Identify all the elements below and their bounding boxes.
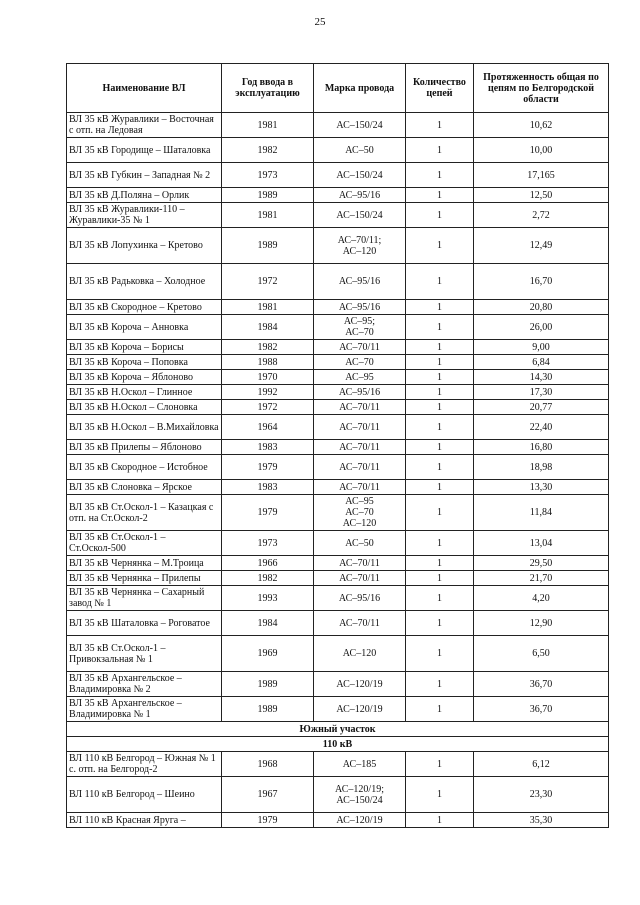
cell-name: ВЛ 110 кВ Красная Яруга – xyxy=(67,813,222,828)
cell-circuits: 1 xyxy=(406,777,474,813)
cell-wire: АС–70/11 xyxy=(314,340,406,355)
cell-wire: АС–95 АС–70 АС–120 xyxy=(314,495,406,531)
page-number: 25 xyxy=(314,16,326,28)
table-row xyxy=(67,531,609,556)
cell-wire: АС–70/11; АС–120 xyxy=(314,228,406,264)
cell-year: 1966 xyxy=(222,556,314,571)
cell-length: 13,30 xyxy=(474,480,609,495)
cell-wire: АС–150/24 xyxy=(314,163,406,188)
cell-length: 22,40 xyxy=(474,415,609,440)
cell-circuits: 1 xyxy=(406,556,474,571)
cell-name: ВЛ 35 кВ Короча – Анновка xyxy=(67,315,222,340)
table-row xyxy=(67,636,609,672)
cell-circuits: 1 xyxy=(406,385,474,400)
cell-name: ВЛ 35 кВ Шаталовка – Роговатое xyxy=(67,611,222,636)
cell-length: 6,84 xyxy=(474,355,609,370)
cell-length: 10,62 xyxy=(474,113,609,138)
cell-length: 17,165 xyxy=(474,163,609,188)
cell-circuits: 1 xyxy=(406,203,474,228)
cell-name: ВЛ 35 кВ Короча – Яблоново xyxy=(67,370,222,385)
cell-circuits: 1 xyxy=(406,300,474,315)
header-circuits: Количество цепей xyxy=(406,64,474,113)
cell-length: 20,77 xyxy=(474,400,609,415)
cell-year: 1979 xyxy=(222,455,314,480)
cell-wire: АС–150/24 xyxy=(314,113,406,138)
cell-length: 17,30 xyxy=(474,385,609,400)
cell-name: ВЛ 35 кВ Архангельское – Владимировка № 2 xyxy=(67,672,222,697)
cell-year: 1969 xyxy=(222,636,314,672)
subsection-row xyxy=(67,737,609,752)
cell-wire: АС–150/24 xyxy=(314,203,406,228)
cell-year: 1973 xyxy=(222,163,314,188)
cell-wire: АС–95/16 xyxy=(314,586,406,611)
cell-year: 1982 xyxy=(222,138,314,163)
table-row xyxy=(67,697,609,722)
cell-year: 1983 xyxy=(222,480,314,495)
table-row xyxy=(67,415,609,440)
cell-year: 1981 xyxy=(222,113,314,138)
cell-circuits: 1 xyxy=(406,415,474,440)
cell-wire: АС–120/19 xyxy=(314,672,406,697)
cell-circuits: 1 xyxy=(406,495,474,531)
table-row xyxy=(67,672,609,697)
cell-year: 1972 xyxy=(222,264,314,300)
cell-name: ВЛ 35 кВ Губкин – Западная № 2 xyxy=(67,163,222,188)
table-row xyxy=(67,188,609,203)
table-body-110kv xyxy=(67,752,609,828)
cell-wire: АС–120/19 xyxy=(314,813,406,828)
cell-wire: АС–70/11 xyxy=(314,556,406,571)
cell-length: 36,70 xyxy=(474,672,609,697)
cell-name: ВЛ 110 кВ Белгород – Южная № 1 с. отп. на Белгород-2 xyxy=(67,752,222,777)
table-row xyxy=(67,355,609,370)
cell-year: 1968 xyxy=(222,752,314,777)
cell-length: 6,12 xyxy=(474,752,609,777)
table-row xyxy=(67,400,609,415)
cell-name: ВЛ 35 кВ Чернянка – Сахарный завод № 1 xyxy=(67,586,222,611)
cell-length: 35,30 xyxy=(474,813,609,828)
cell-year: 1989 xyxy=(222,188,314,203)
cell-circuits: 1 xyxy=(406,531,474,556)
cell-circuits: 1 xyxy=(406,611,474,636)
table-header-row xyxy=(67,64,609,113)
cell-name: ВЛ 35 кВ Журавлики – Восточная с отп. на Ледовая xyxy=(67,113,222,138)
cell-length: 6,50 xyxy=(474,636,609,672)
cell-length: 9,00 xyxy=(474,340,609,355)
table-row xyxy=(67,385,609,400)
cell-year: 1981 xyxy=(222,300,314,315)
cell-year: 1989 xyxy=(222,697,314,722)
cell-circuits: 1 xyxy=(406,672,474,697)
cell-year: 1972 xyxy=(222,400,314,415)
cell-year: 1993 xyxy=(222,586,314,611)
cell-length: 16,80 xyxy=(474,440,609,455)
cell-length: 12,49 xyxy=(474,228,609,264)
cell-wire: АС–70/11 xyxy=(314,440,406,455)
cell-year: 1973 xyxy=(222,531,314,556)
cell-length: 11,84 xyxy=(474,495,609,531)
cell-name: ВЛ 35 кВ Журавлики-110 – Журавлики-35 № 1 xyxy=(67,203,222,228)
table-row xyxy=(67,340,609,355)
cell-wire: АС–185 xyxy=(314,752,406,777)
cell-circuits: 1 xyxy=(406,163,474,188)
cell-length: 23,30 xyxy=(474,777,609,813)
cell-wire: АС–95 xyxy=(314,370,406,385)
power-lines-table xyxy=(66,63,609,828)
header-wire: Марка провода xyxy=(314,64,406,113)
cell-circuits: 1 xyxy=(406,480,474,495)
cell-year: 1982 xyxy=(222,340,314,355)
cell-name: ВЛ 35 кВ Д.Поляна – Орлик xyxy=(67,188,222,203)
table-row xyxy=(67,203,609,228)
table-row xyxy=(67,163,609,188)
cell-length: 12,50 xyxy=(474,188,609,203)
table-row xyxy=(67,777,609,813)
cell-length: 12,90 xyxy=(474,611,609,636)
cell-name: ВЛ 110 кВ Белгород – Шеино xyxy=(67,777,222,813)
cell-name: ВЛ 35 кВ Чернянка – Прилепы xyxy=(67,571,222,586)
section-title: Южный участок xyxy=(67,722,609,737)
cell-length: 29,50 xyxy=(474,556,609,571)
cell-wire: АС–120/19 xyxy=(314,697,406,722)
cell-wire: АС–70/11 xyxy=(314,571,406,586)
cell-length: 18,98 xyxy=(474,455,609,480)
cell-name: ВЛ 35 кВ Короча – Борисы xyxy=(67,340,222,355)
cell-year: 1970 xyxy=(222,370,314,385)
cell-length: 36,70 xyxy=(474,697,609,722)
cell-length: 16,70 xyxy=(474,264,609,300)
cell-circuits: 1 xyxy=(406,813,474,828)
cell-name: ВЛ 35 кВ Короча – Поповка xyxy=(67,355,222,370)
cell-name: ВЛ 35 кВ Н.Оскол – Слоновка xyxy=(67,400,222,415)
header-year: Год ввода в эксплуатацию xyxy=(222,64,314,113)
table-row xyxy=(67,495,609,531)
cell-year: 1982 xyxy=(222,571,314,586)
cell-circuits: 1 xyxy=(406,455,474,480)
cell-length: 10,00 xyxy=(474,138,609,163)
cell-circuits: 1 xyxy=(406,340,474,355)
cell-length: 26,00 xyxy=(474,315,609,340)
cell-wire: АС–70/11 xyxy=(314,611,406,636)
table-row xyxy=(67,813,609,828)
cell-circuits: 1 xyxy=(406,571,474,586)
cell-year: 1981 xyxy=(222,203,314,228)
cell-name: ВЛ 35 кВ Скородное – Кретово xyxy=(67,300,222,315)
cell-circuits: 1 xyxy=(406,586,474,611)
cell-year: 1983 xyxy=(222,440,314,455)
cell-year: 1992 xyxy=(222,385,314,400)
cell-circuits: 1 xyxy=(406,440,474,455)
section-row xyxy=(67,722,609,737)
subsection-title: 110 кВ xyxy=(67,737,609,752)
cell-length: 14,30 xyxy=(474,370,609,385)
cell-name: ВЛ 35 кВ Городище – Шаталовка xyxy=(67,138,222,163)
cell-circuits: 1 xyxy=(406,636,474,672)
cell-wire: АС–70 xyxy=(314,355,406,370)
cell-year: 1984 xyxy=(222,315,314,340)
table-row xyxy=(67,556,609,571)
cell-year: 1988 xyxy=(222,355,314,370)
cell-wire: АС–50 xyxy=(314,138,406,163)
table-row xyxy=(67,300,609,315)
cell-wire: АС–120/19; АС–150/24 xyxy=(314,777,406,813)
cell-wire: АС–95; АС–70 xyxy=(314,315,406,340)
cell-wire: АС–95/16 xyxy=(314,264,406,300)
cell-wire: АС–95/16 xyxy=(314,385,406,400)
cell-year: 1964 xyxy=(222,415,314,440)
cell-length: 20,80 xyxy=(474,300,609,315)
cell-year: 1989 xyxy=(222,228,314,264)
table-row xyxy=(67,571,609,586)
cell-year: 1984 xyxy=(222,611,314,636)
cell-year: 1979 xyxy=(222,495,314,531)
table-row xyxy=(67,440,609,455)
cell-circuits: 1 xyxy=(406,315,474,340)
cell-name: ВЛ 35 кВ Ст.Оскол-1 – Казацкая с отп. на Ст.Оскол-2 xyxy=(67,495,222,531)
table-row xyxy=(67,611,609,636)
table-row xyxy=(67,138,609,163)
cell-circuits: 1 xyxy=(406,188,474,203)
cell-wire: АС–70/11 xyxy=(314,455,406,480)
cell-wire: АС–95/16 xyxy=(314,188,406,203)
cell-circuits: 1 xyxy=(406,697,474,722)
cell-name: ВЛ 35 кВ Скородное – Истобное xyxy=(67,455,222,480)
header-name: Наименование ВЛ xyxy=(67,64,222,113)
cell-year: 1967 xyxy=(222,777,314,813)
table-row xyxy=(67,455,609,480)
table-row xyxy=(67,113,609,138)
table-body-35kv xyxy=(67,113,609,722)
cell-circuits: 1 xyxy=(406,138,474,163)
cell-wire: АС–70/11 xyxy=(314,400,406,415)
cell-name: ВЛ 35 кВ Лопухинка – Кретово xyxy=(67,228,222,264)
cell-wire: АС–50 xyxy=(314,531,406,556)
cell-circuits: 1 xyxy=(406,355,474,370)
cell-length: 4,20 xyxy=(474,586,609,611)
table-row xyxy=(67,370,609,385)
cell-wire: АС–70/11 xyxy=(314,415,406,440)
cell-circuits: 1 xyxy=(406,264,474,300)
cell-name: ВЛ 35 кВ Слоновка – Ярское xyxy=(67,480,222,495)
table-row xyxy=(67,480,609,495)
cell-length: 21,70 xyxy=(474,571,609,586)
cell-circuits: 1 xyxy=(406,400,474,415)
cell-name: ВЛ 35 кВ Н.Оскол – В.Михайловка xyxy=(67,415,222,440)
cell-circuits: 1 xyxy=(406,370,474,385)
cell-length: 2,72 xyxy=(474,203,609,228)
cell-year: 1989 xyxy=(222,672,314,697)
cell-length: 13,04 xyxy=(474,531,609,556)
cell-wire: АС–95/16 xyxy=(314,300,406,315)
table-row xyxy=(67,752,609,777)
cell-name: ВЛ 35 кВ Н.Оскол – Глинное xyxy=(67,385,222,400)
cell-name: ВЛ 35 кВ Ст.Оскол-1 – Ст.Оскол-500 xyxy=(67,531,222,556)
cell-name: ВЛ 35 кВ Ст.Оскол-1 – Привокзальная № 1 xyxy=(67,636,222,672)
table-row xyxy=(67,228,609,264)
cell-year: 1979 xyxy=(222,813,314,828)
cell-wire: АС–70/11 xyxy=(314,480,406,495)
cell-name: ВЛ 35 кВ Прилепы – Яблоново xyxy=(67,440,222,455)
cell-circuits: 1 xyxy=(406,228,474,264)
table-row xyxy=(67,264,609,300)
cell-wire: АС–120 xyxy=(314,636,406,672)
cell-name: ВЛ 35 кВ Радьковка – Холодное xyxy=(67,264,222,300)
section-rows xyxy=(67,722,609,752)
cell-name: ВЛ 35 кВ Архангельское – Владимировка № 1 xyxy=(67,697,222,722)
cell-name: ВЛ 35 кВ Чернянка – М.Троица xyxy=(67,556,222,571)
cell-circuits: 1 xyxy=(406,113,474,138)
table-row xyxy=(67,315,609,340)
cell-circuits: 1 xyxy=(406,752,474,777)
table-row xyxy=(67,586,609,611)
header-length: Протяженность общая по цепям по Белгородской области xyxy=(474,64,609,113)
